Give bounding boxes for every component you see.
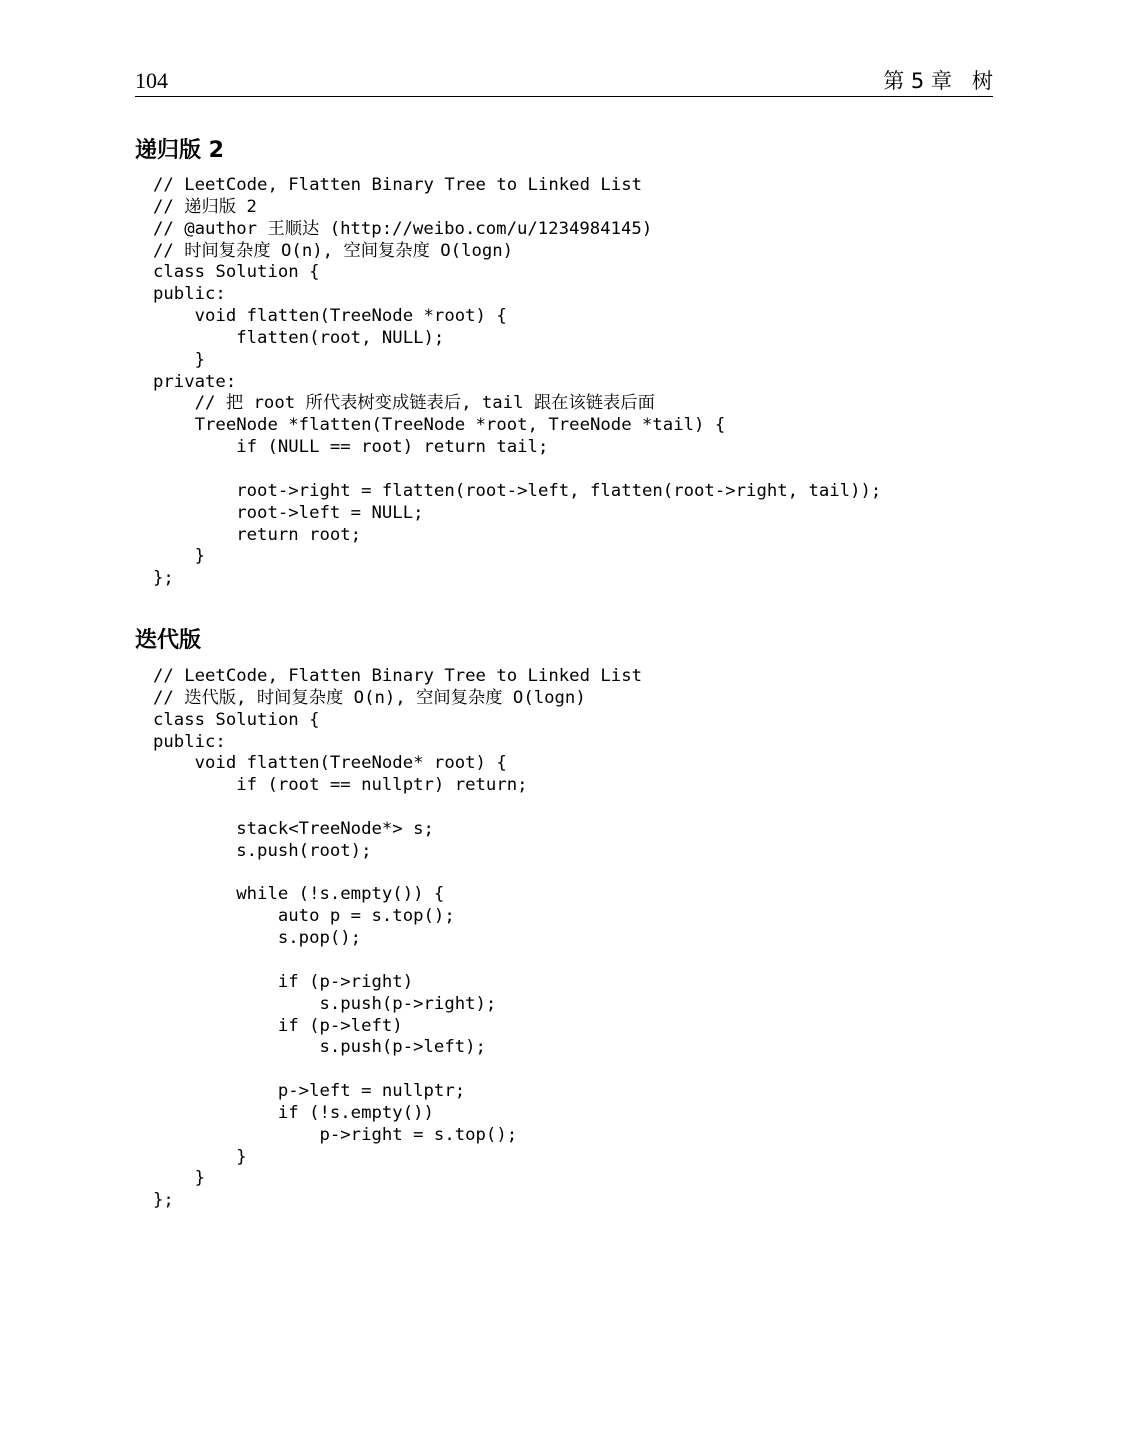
code-line: class Solution { bbox=[153, 709, 320, 730]
code-line: // LeetCode, Flatten Binary Tree to Linked List bbox=[153, 175, 642, 195]
code-line: } bbox=[153, 349, 206, 370]
code-block-iterative bbox=[153, 666, 642, 1212]
code-line: p->right = s.top(); bbox=[153, 1124, 518, 1145]
code-line bbox=[153, 863, 642, 885]
code-line: // 递归版 2 bbox=[153, 196, 257, 217]
code-line bbox=[153, 950, 642, 972]
code-line: class Solution { bbox=[153, 262, 320, 283]
code-line: if (!s.empty()) bbox=[153, 1102, 434, 1123]
code-line: s.push(p->right); bbox=[153, 993, 497, 1014]
code-line: } bbox=[153, 1146, 247, 1167]
section-heading-recursive-2: 递归版 2 bbox=[135, 138, 224, 163]
code-line: void flatten(TreeNode* root) { bbox=[153, 753, 507, 774]
code-line: auto p = s.top(); bbox=[153, 906, 455, 927]
code-line: } bbox=[153, 546, 206, 567]
code-line: if (NULL == root) return tail; bbox=[153, 437, 549, 458]
section-heading-iterative: 迭代版 bbox=[135, 628, 202, 653]
code-line: if (p->right) bbox=[153, 971, 414, 992]
code-line: public: bbox=[153, 731, 226, 752]
code-line: root->left = NULL; bbox=[153, 502, 424, 523]
code-line: root->right = flatten(root->left, flatten(root->right, tail)); bbox=[153, 480, 882, 501]
code-line: private: bbox=[153, 371, 237, 392]
code-line: }; bbox=[153, 568, 174, 589]
code-line bbox=[153, 459, 881, 481]
code-line: stack<TreeNode*> s; bbox=[153, 818, 434, 839]
code-line bbox=[153, 797, 642, 819]
code-line: flatten(root, NULL); bbox=[153, 327, 445, 348]
code-line: // LeetCode, Flatten Binary Tree to Linked List bbox=[153, 666, 642, 686]
code-line: }; bbox=[153, 1190, 174, 1211]
code-line: TreeNode *flatten(TreeNode *root, TreeNode *tail) { bbox=[153, 415, 726, 436]
page-header bbox=[135, 66, 993, 97]
code-block-recursive-2 bbox=[153, 175, 881, 590]
code-line bbox=[153, 1059, 642, 1081]
code-line: if (p->left) bbox=[153, 1015, 403, 1036]
code-line: while (!s.empty()) { bbox=[153, 884, 445, 905]
code-line: if (root == nullptr) return; bbox=[153, 775, 528, 796]
code-line: s.pop(); bbox=[153, 928, 362, 949]
code-line: return root; bbox=[153, 524, 362, 545]
code-line: // @author 王顺达 (http://weibo.com/u/1234984145) bbox=[153, 218, 653, 239]
code-line: s.push(root); bbox=[153, 840, 372, 861]
code-line: p->left = nullptr; bbox=[153, 1081, 466, 1102]
code-line: // 迭代版, 时间复杂度 O(n), 空间复杂度 O(logn) bbox=[153, 687, 586, 708]
code-line: void flatten(TreeNode *root) { bbox=[153, 306, 507, 327]
code-line: // 时间复杂度 O(n), 空间复杂度 O(logn) bbox=[153, 240, 514, 261]
code-line: } bbox=[153, 1168, 206, 1189]
chapter-title: 第 5 章 树 bbox=[883, 69, 993, 93]
code-line: s.push(p->left); bbox=[153, 1037, 486, 1058]
code-line: // 把 root 所代表树变成链表后, tail 跟在该链表后面 bbox=[153, 393, 655, 414]
code-line: public: bbox=[153, 284, 226, 305]
page-number: 104 bbox=[135, 68, 168, 93]
